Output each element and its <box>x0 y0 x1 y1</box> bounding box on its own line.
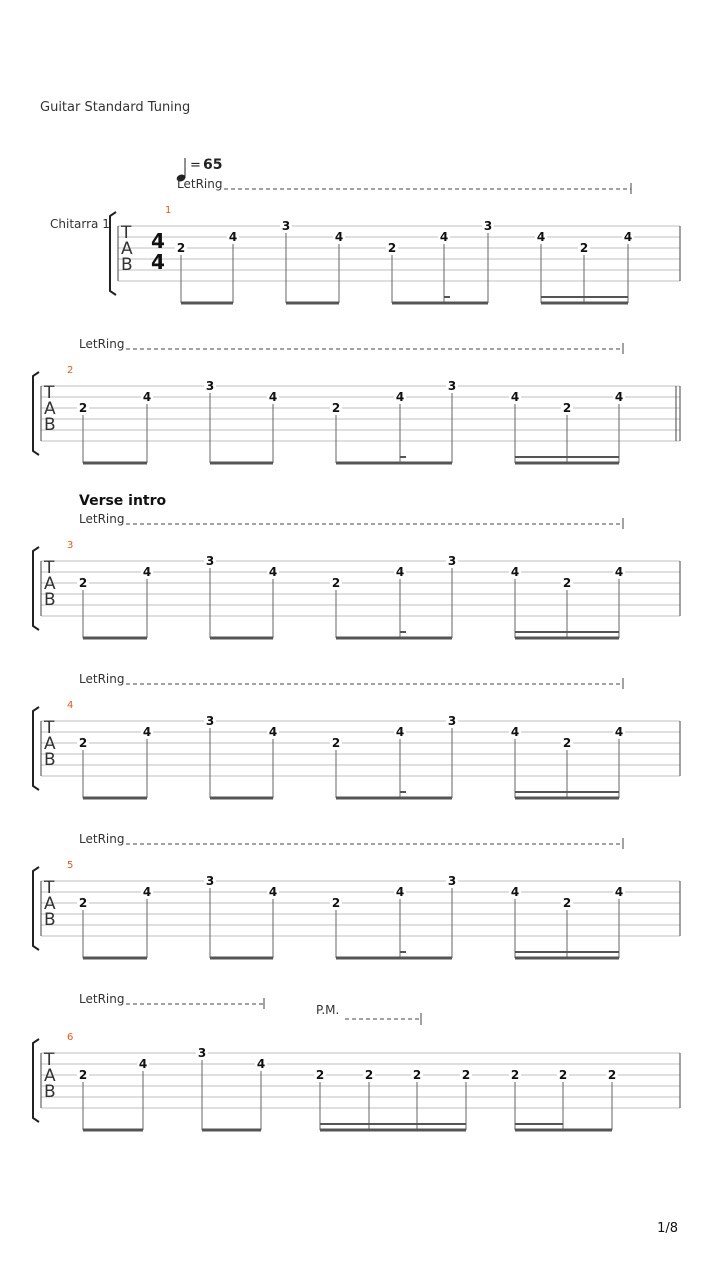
fret-number: 2 <box>510 1068 520 1082</box>
tempo-equals: = <box>190 158 201 173</box>
fret-number: 4 <box>439 230 449 244</box>
fret-number: 2 <box>562 401 572 415</box>
tab-clef-letter: A <box>44 1065 56 1086</box>
let-ring-label: LetRing <box>79 672 125 686</box>
fret-number: 4 <box>268 725 278 739</box>
fret-number: 2 <box>78 1068 88 1082</box>
fret-number: 4 <box>395 390 405 404</box>
staff-bracket <box>110 212 116 295</box>
fret-number: 4 <box>510 390 520 404</box>
fret-number: 4 <box>268 885 278 899</box>
fret-number: 3 <box>447 714 457 728</box>
measure-number: 2 <box>67 365 74 376</box>
tab-clef-letter: A <box>44 398 56 419</box>
fret-number: 4 <box>395 565 405 579</box>
let-ring-label: LetRing <box>79 832 125 846</box>
fret-number: 2 <box>607 1068 617 1082</box>
fret-number: 2 <box>331 576 341 590</box>
fret-number: 4 <box>138 1057 148 1071</box>
let-ring-label: LetRing <box>79 337 125 351</box>
tab-clef-letter: T <box>44 1050 55 1070</box>
fret-number: 2 <box>331 896 341 910</box>
fret-number: 3 <box>205 379 215 393</box>
tab-clef-letter: B <box>44 749 56 770</box>
fret-number: 3 <box>483 219 493 233</box>
fret-number: 2 <box>364 1068 374 1082</box>
tempo-value: 65 <box>203 157 223 173</box>
tab-clef-letter: B <box>44 589 56 610</box>
staff-bracket <box>33 707 39 790</box>
fret-number: 2 <box>331 401 341 415</box>
tuning-label: Guitar Standard Tuning <box>40 100 191 115</box>
fret-number: 4 <box>614 390 624 404</box>
palm-mute-label: P.M. <box>316 1003 340 1017</box>
tab-clef-letter: T <box>44 383 55 403</box>
fret-number: 2 <box>78 576 88 590</box>
fret-number: 4 <box>256 1057 266 1071</box>
fret-number: 3 <box>447 554 457 568</box>
fret-number: 4 <box>614 565 624 579</box>
fret-number: 3 <box>447 874 457 888</box>
fret-number: 4 <box>536 230 546 244</box>
fret-number: 2 <box>562 736 572 750</box>
fret-number: 3 <box>205 874 215 888</box>
tab-clef-letter: T <box>44 718 55 738</box>
fret-number: 2 <box>331 736 341 750</box>
measure-number: 3 <box>67 540 74 551</box>
staff-bracket <box>33 372 39 455</box>
fret-number: 3 <box>447 379 457 393</box>
fret-number: 2 <box>78 736 88 750</box>
fret-number: 2 <box>461 1068 471 1082</box>
fret-number: 4 <box>334 230 344 244</box>
fret-number: 2 <box>78 896 88 910</box>
fret-number: 3 <box>205 714 215 728</box>
fret-number: 4 <box>510 885 520 899</box>
tab-clef-letter: T <box>44 878 55 898</box>
tab-clef-letter: B <box>44 414 56 435</box>
fret-number: 2 <box>579 241 589 255</box>
fret-number: 4 <box>623 230 633 244</box>
measure-number: 6 <box>67 1032 74 1043</box>
let-ring-label: LetRing <box>79 512 125 526</box>
fret-number: 2 <box>176 241 186 255</box>
fret-number: 4 <box>614 725 624 739</box>
let-ring-label: LetRing <box>177 177 223 191</box>
staff-bracket <box>33 867 39 950</box>
staff-bracket <box>33 547 39 630</box>
fret-number: 3 <box>281 219 291 233</box>
fret-number: 3 <box>197 1046 207 1060</box>
fret-number: 4 <box>614 885 624 899</box>
tab-system-1 <box>0 170 720 310</box>
tab-clef-letter: T <box>121 223 132 243</box>
fret-number: 4 <box>142 885 152 899</box>
fret-number: 2 <box>315 1068 325 1082</box>
fret-number: 4 <box>228 230 238 244</box>
tab-system-2 <box>0 330 720 470</box>
tab-clef-letter: A <box>44 893 56 914</box>
tab-system-3 <box>0 505 720 645</box>
tab-system-6 <box>0 985 720 1135</box>
fret-number: 2 <box>558 1068 568 1082</box>
tab-system-4 <box>0 665 720 805</box>
fret-number: 4 <box>395 725 405 739</box>
let-ring-label: LetRing <box>79 992 125 1006</box>
tab-clef-letter: A <box>44 573 56 594</box>
fret-number: 3 <box>205 554 215 568</box>
fret-number: 4 <box>510 725 520 739</box>
instrument-name: Chitarra 1 <box>50 217 110 231</box>
fret-number: 4 <box>268 390 278 404</box>
tab-clef-letter: T <box>44 558 55 578</box>
fret-number: 4 <box>268 565 278 579</box>
time-signature-numerator: 4 <box>151 229 165 253</box>
tab-clef-letter: B <box>44 1081 56 1102</box>
fret-number: 2 <box>78 401 88 415</box>
page-number: 1/8 <box>657 1221 678 1236</box>
fret-number: 2 <box>562 576 572 590</box>
tab-clef-letter: B <box>44 909 56 930</box>
measure-number: 1 <box>165 205 172 216</box>
fret-number: 2 <box>562 896 572 910</box>
measure-number: 5 <box>67 860 74 871</box>
fret-number: 2 <box>412 1068 422 1082</box>
staff-bracket <box>33 1039 39 1122</box>
measure-number: 4 <box>67 700 74 711</box>
fret-number: 2 <box>387 241 397 255</box>
fret-number: 4 <box>510 565 520 579</box>
fret-number: 4 <box>395 885 405 899</box>
tab-clef-letter: A <box>44 733 56 754</box>
tab-clef-letter: A <box>121 238 133 259</box>
fret-number: 4 <box>142 390 152 404</box>
fret-number: 4 <box>142 565 152 579</box>
tab-system-5 <box>0 825 720 965</box>
fret-number: 4 <box>142 725 152 739</box>
section-title: Verse intro <box>79 493 167 509</box>
tab-clef-letter: B <box>121 254 133 275</box>
time-signature-denominator: 4 <box>151 250 165 274</box>
